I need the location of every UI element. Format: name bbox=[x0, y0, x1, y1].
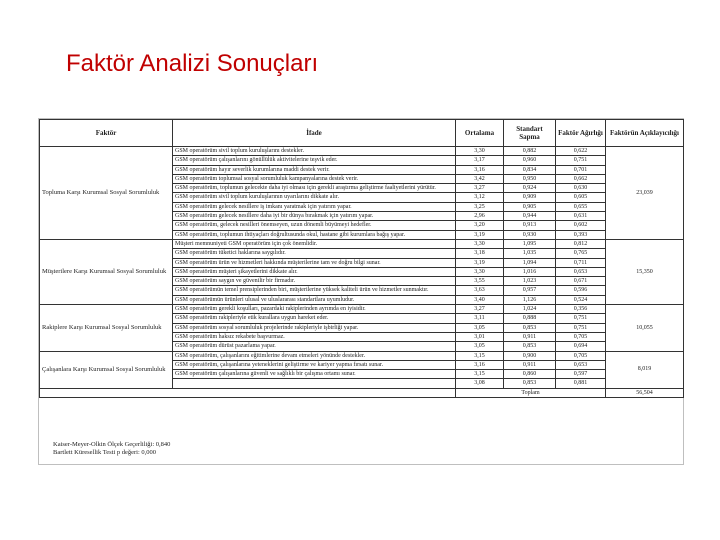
factor-loading-cell: 0,602 bbox=[556, 221, 606, 230]
explained-variance-cell: 10,055 bbox=[606, 305, 684, 351]
mean-cell: 3,55 bbox=[456, 277, 504, 286]
factor-loading-cell: 0,881 bbox=[556, 379, 606, 388]
std-dev-cell: 0,882 bbox=[504, 147, 556, 156]
std-dev-cell: 1,126 bbox=[504, 295, 556, 304]
explained-variance-cell: 23,039 bbox=[606, 147, 684, 240]
std-dev-cell: 0,924 bbox=[504, 184, 556, 193]
header-faktor-agirligi: Faktör Ağırlığı bbox=[556, 120, 606, 147]
table-header-row bbox=[40, 120, 684, 147]
statement-cell: GSM operatörüm sivil toplum kuruluşlarının uyarılarını dikkate alır. bbox=[173, 193, 456, 202]
factor-loading-cell: 0,597 bbox=[556, 370, 606, 379]
std-dev-cell: 1,016 bbox=[504, 267, 556, 276]
mean-cell: 3,63 bbox=[456, 286, 504, 295]
mean-cell: 3,05 bbox=[456, 342, 504, 351]
std-dev-cell: 0,909 bbox=[504, 193, 556, 202]
statement-cell: GSM operatörüm, gelecek nesilleri önemseyen, uzun dönemli büyümeyi hedefler. bbox=[173, 221, 456, 230]
mean-cell: 3,27 bbox=[456, 184, 504, 193]
mean-cell: 3,20 bbox=[456, 221, 504, 230]
factor-analysis-table bbox=[39, 119, 684, 398]
statement-cell: GSM operatörüm tüketici haklarına saygılıdır. bbox=[173, 249, 456, 258]
factor-loading-cell: 0,705 bbox=[556, 351, 606, 360]
mean-cell: 3,11 bbox=[456, 314, 504, 323]
std-dev-cell: 0,950 bbox=[504, 174, 556, 183]
factor-loading-cell: 0,701 bbox=[556, 165, 606, 174]
factor-loading-cell: 0,751 bbox=[556, 314, 606, 323]
statement-cell: GSM operatörüm toplumsal sosyal sorumluluk kampanyalarına destek verir. bbox=[173, 174, 456, 183]
table-row bbox=[40, 147, 684, 156]
bartlett-note: Bartlett Küresellik Testi p değeri: 0,000 bbox=[53, 449, 157, 456]
factor-name-cell: Çalışanlara Karşı Kurumsal Sosyal Sorumluluk bbox=[40, 351, 173, 388]
explained-variance-cell: 8,019 bbox=[606, 351, 684, 388]
factor-loading-cell: 0,662 bbox=[556, 174, 606, 183]
statement-cell: GSM operatörüm çalışanlarına güvenli ve sağlıklı bir çalışma ortamı sunar. bbox=[173, 370, 456, 379]
table-footer-notes bbox=[53, 441, 170, 457]
mean-cell: 3,30 bbox=[456, 147, 504, 156]
factor-loading-cell: 0,671 bbox=[556, 277, 606, 286]
std-dev-cell: 0,853 bbox=[504, 379, 556, 388]
header-standart-sapma: Standart Sapma bbox=[504, 120, 556, 147]
total-value: 56,504 bbox=[606, 388, 684, 397]
table-row bbox=[40, 239, 684, 248]
statement-cell: GSM operatörüm, çalışanlarını eğitimlerine devam etmeleri yönünde destekler. bbox=[173, 351, 456, 360]
kmo-note: Kaiser-Meyer-Olkin Ölçek Geçerliliği: 0,840 bbox=[53, 441, 171, 448]
factor-loading-cell: 0,653 bbox=[556, 267, 606, 276]
std-dev-cell: 0,853 bbox=[504, 342, 556, 351]
std-dev-cell: 0,911 bbox=[504, 332, 556, 341]
std-dev-cell: 0,913 bbox=[504, 221, 556, 230]
factor-loading-cell: 0,356 bbox=[556, 305, 606, 314]
factor-loading-cell: 0,812 bbox=[556, 239, 606, 248]
mean-cell: 3,05 bbox=[456, 323, 504, 332]
total-row bbox=[40, 388, 684, 397]
factor-loading-cell: 0,694 bbox=[556, 342, 606, 351]
statement-cell: Müşteri memnuniyeti GSM operatörüm için çok önemlidir. bbox=[173, 239, 456, 248]
mean-cell: 2,96 bbox=[456, 212, 504, 221]
mean-cell: 3,27 bbox=[456, 305, 504, 314]
std-dev-cell: 0,905 bbox=[504, 202, 556, 211]
factor-loading-cell: 0,630 bbox=[556, 184, 606, 193]
std-dev-cell: 0,860 bbox=[504, 370, 556, 379]
std-dev-cell: 0,930 bbox=[504, 230, 556, 239]
statement-cell: GSM operatörüm saygın ve güvenilir bir firmadır. bbox=[173, 277, 456, 286]
statement-cell: GSM operatörüm sivil toplum kuruluşlarını destekler. bbox=[173, 147, 456, 156]
std-dev-cell: 0,960 bbox=[504, 156, 556, 165]
factor-loading-cell: 0,653 bbox=[556, 360, 606, 369]
mean-cell: 3,18 bbox=[456, 249, 504, 258]
statement-cell: GSM operatörümün ürünleri ulusal ve uluslararası standartlara uyumludur. bbox=[173, 295, 456, 304]
statement-cell: GSM operatörüm gelecek nesillere iş imkanı yaratmak için yatırım yapar. bbox=[173, 202, 456, 211]
mean-cell: 3,15 bbox=[456, 370, 504, 379]
std-dev-cell: 0,957 bbox=[504, 286, 556, 295]
header-ifade: İfade bbox=[173, 120, 456, 147]
statement-cell: GSM operatörüm sosyal sorumluluk projelerinde rakipleriyle işbirliği yapar. bbox=[173, 323, 456, 332]
mean-cell: 3,16 bbox=[456, 360, 504, 369]
mean-cell: 3,40 bbox=[456, 295, 504, 304]
factor-loading-cell: 0,524 bbox=[556, 295, 606, 304]
factor-loading-cell: 0,751 bbox=[556, 156, 606, 165]
statement-cell: GSM operatörüm, çalışanlarına yeteneklerini geliştirme ve kariyer yapma fırsatı sunar. bbox=[173, 360, 456, 369]
statement-cell: GSM operatörüm dürüst pazarlama yapar. bbox=[173, 342, 456, 351]
std-dev-cell: 0,888 bbox=[504, 314, 556, 323]
mean-cell: 3,30 bbox=[456, 267, 504, 276]
statement-cell bbox=[173, 379, 456, 388]
table-body bbox=[40, 147, 684, 398]
factor-loading-cell: 0,655 bbox=[556, 202, 606, 211]
header-ortalama: Ortalama bbox=[456, 120, 504, 147]
std-dev-cell: 0,900 bbox=[504, 351, 556, 360]
std-dev-cell: 1,023 bbox=[504, 277, 556, 286]
factor-loading-cell: 0,765 bbox=[556, 249, 606, 258]
page-title: Faktör Analizi Sonuçları bbox=[66, 50, 319, 77]
statement-cell: GSM operatörüm rakipleriyle etik kurallara uygun hareket eder. bbox=[173, 314, 456, 323]
factor-loading-cell: 0,711 bbox=[556, 258, 606, 267]
mean-cell: 3,30 bbox=[456, 239, 504, 248]
factor-name-cell: Topluma Karşı Kurumsal Sosyal Sorumluluk bbox=[40, 147, 173, 240]
statement-cell: GSM operatörüm ürün ve hizmetleri hakkında müşterilerine tam ve doğru bilgi sunar. bbox=[173, 258, 456, 267]
factor-name-cell: Müşterilere Karşı Kurumsal Sosyal Sorumluluk bbox=[40, 239, 173, 304]
factor-loading-cell: 0,631 bbox=[556, 212, 606, 221]
factor-loading-cell: 0,596 bbox=[556, 286, 606, 295]
mean-cell: 3,19 bbox=[456, 230, 504, 239]
std-dev-cell: 1,094 bbox=[504, 258, 556, 267]
header-faktorun-aciklayiciligi: Faktörün Açıklayıcılığı bbox=[606, 120, 684, 147]
total-label: Toplam bbox=[456, 388, 606, 397]
statement-cell: GSM operatörüm haksız rekabete başvurmaz. bbox=[173, 332, 456, 341]
factor-loading-cell: 0,751 bbox=[556, 323, 606, 332]
std-dev-cell: 1,024 bbox=[504, 305, 556, 314]
statement-cell: GSM operatörümün temel prensiplerinden biri, müşterilerine yüksek kaliteli ürün ve hizmetler sunmaktır. bbox=[173, 286, 456, 295]
factor-loading-cell: 0,705 bbox=[556, 332, 606, 341]
mean-cell: 3,15 bbox=[456, 351, 504, 360]
statement-cell: GSM operatörüm gelecek nesillere daha iyi bir dünya bırakmak için yatırım yapar. bbox=[173, 212, 456, 221]
table-row bbox=[40, 351, 684, 360]
statement-cell: GSM operatörüm, toplumun ihtiyaçları doğrultusunda okul, hastane gibi kurumlara bağış yapar. bbox=[173, 230, 456, 239]
mean-cell: 3,01 bbox=[456, 332, 504, 341]
statement-cell: GSM operatörüm hayır severlik kurumlarına maddi destek verir. bbox=[173, 165, 456, 174]
mean-cell: 3,42 bbox=[456, 174, 504, 183]
results-table-image bbox=[38, 118, 684, 465]
std-dev-cell: 1,095 bbox=[504, 239, 556, 248]
statement-cell: GSM operatörüm müşteri şikayetlerini dikkate alır. bbox=[173, 267, 456, 276]
statement-cell: GSM operatörüm, toplumun gelecekte daha iyi olması için gerekli araştırma geliştirme faaliyetlerini yürütür. bbox=[173, 184, 456, 193]
factor-name-cell: Rakiplere Karşı Kurumsal Sosyal Sorumluluk bbox=[40, 305, 173, 351]
factor-loading-cell: 0,622 bbox=[556, 147, 606, 156]
std-dev-cell: 0,853 bbox=[504, 323, 556, 332]
factor-loading-cell: 0,393 bbox=[556, 230, 606, 239]
std-dev-cell: 0,911 bbox=[504, 360, 556, 369]
mean-cell: 3,08 bbox=[456, 379, 504, 388]
mean-cell: 3,25 bbox=[456, 202, 504, 211]
factor-loading-cell: 0,605 bbox=[556, 193, 606, 202]
std-dev-cell: 1,035 bbox=[504, 249, 556, 258]
statement-cell: GSM operatörüm gerekli koşulları, pazardaki rakiplerinden ayrımda en iyisidir. bbox=[173, 305, 456, 314]
mean-cell: 3,19 bbox=[456, 258, 504, 267]
table-row bbox=[40, 305, 684, 314]
mean-cell: 3,12 bbox=[456, 193, 504, 202]
std-dev-cell: 0,944 bbox=[504, 212, 556, 221]
mean-cell: 3,16 bbox=[456, 165, 504, 174]
mean-cell: 3,17 bbox=[456, 156, 504, 165]
total-spacer-cell bbox=[40, 388, 456, 397]
header-faktor: Faktör bbox=[40, 120, 173, 147]
std-dev-cell: 0,834 bbox=[504, 165, 556, 174]
explained-variance-cell: 15,350 bbox=[606, 239, 684, 304]
statement-cell: GSM operatörüm çalışanlarını gönüllülük aktivitelerine teşvik eder. bbox=[173, 156, 456, 165]
